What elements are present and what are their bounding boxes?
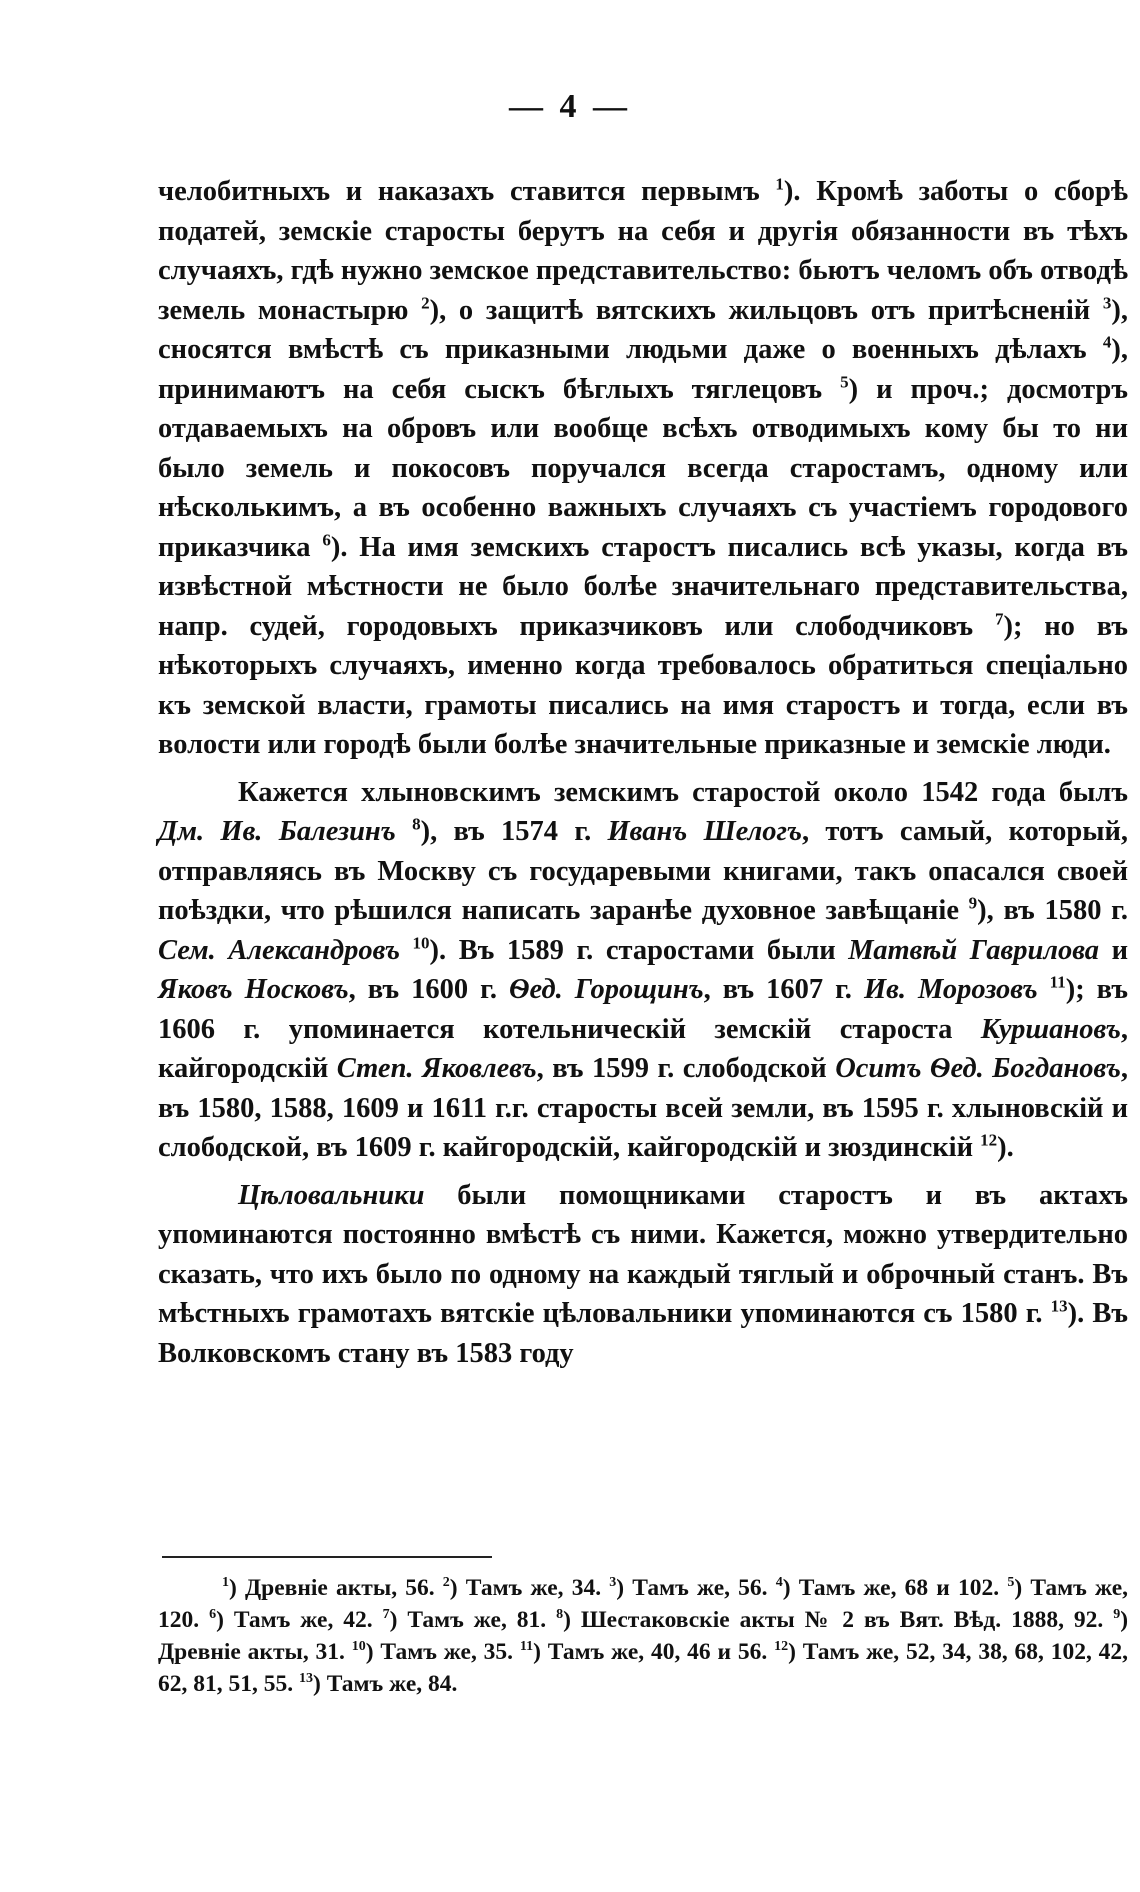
text-run: ). xyxy=(997,1132,1014,1163)
text-run: ), въ 1574 г. xyxy=(420,816,608,847)
footnote-ref: 9 xyxy=(968,893,978,913)
footnote-ref: 13 xyxy=(1050,1296,1068,1316)
footnote-text: Тамъ же, 42. xyxy=(233,1607,373,1633)
footnote-number: 6 xyxy=(209,1607,217,1623)
footnote-ref: 5 xyxy=(840,372,849,391)
text-run: челобитныхъ и наказахъ ставится первымъ xyxy=(158,176,776,207)
italic-name: Оситъ Ѳед. Богдановъ xyxy=(835,1053,1121,1084)
paragraph xyxy=(158,773,1128,1168)
body-text xyxy=(158,172,1128,1373)
footnote-separator xyxy=(162,1556,492,1558)
footnote-number: 7 xyxy=(382,1607,390,1623)
footnote-text: Тамъ же, 40, 46 и 56. xyxy=(547,1639,768,1665)
footnote-ref: 4 xyxy=(1102,332,1112,352)
page-number: — 4 — xyxy=(509,88,631,125)
paragraph xyxy=(158,1176,1128,1374)
footnote-number: 12 xyxy=(774,1639,789,1655)
text-run xyxy=(1038,974,1050,1005)
text-run: ). Кромѣ заботы о сборѣ податей, земскіе старосты берутъ на себя и другія обязанности въ тѣхъ случаяхъ, гдѣ нужно земское представительство: бьютъ челомъ объ отводѣ земель монастырю xyxy=(158,176,1129,326)
text-run: , кайгородскій xyxy=(158,1013,1128,1084)
text-run: ), о защитѣ вятскихъ жильцовъ отъ притѣсненій xyxy=(429,294,1103,326)
footnote-ref: 10 xyxy=(412,933,430,952)
footnote-ref: 6 xyxy=(322,530,331,549)
text-run: , въ 1607 г. xyxy=(703,974,864,1005)
footnote-ref: 7 xyxy=(994,609,1004,628)
footnote-number: 1 xyxy=(222,1575,229,1591)
footnote-number: 11 xyxy=(519,1639,534,1655)
footnote-text: Древніе акты, 56. xyxy=(245,1575,435,1601)
footnote-number: 13 xyxy=(299,1671,313,1687)
footnotes xyxy=(158,1572,1128,1700)
footnote-text: Тамъ же, 52, 34, 38, 68, 102, 42, 62, 81, 51, 55. xyxy=(158,1639,1129,1697)
text-run: ), сносятся вмѣстѣ съ приказными людьми даже о военныхъ дѣлахъ xyxy=(158,294,1128,365)
text-run: ); въ 1606 г. упоминается котельническій земскій староста xyxy=(158,974,1128,1045)
footnote-ref: 1 xyxy=(775,174,784,194)
text-run: , въ 1599 г. слободской xyxy=(536,1053,836,1084)
footnote-ref: 2 xyxy=(421,293,430,312)
italic-name: Матвѣй Гаврилова xyxy=(848,934,1100,966)
footnote-ref: 8 xyxy=(412,814,421,834)
text-run: , въ 1580, 1588, 1609 и 1611 г.г. старосты всей земли, въ 1595 г. хлыновскій и слободской, въ 1609 г. кайгородскій, кайгородскій и зюздинскій xyxy=(158,1053,1129,1163)
text-run: ); но въ нѣкоторыхъ случаяхъ, именно когда требовалось обратиться спеціально къ земской власти, грамоты писались на имя старостъ и тогда, если въ волости или городѣ были болѣе значительные приказные и земскіе люди. xyxy=(158,610,1128,760)
footnote-number: 4 xyxy=(775,1575,783,1591)
footnote-paragraph: $^1$) Древніе акты, 56. $^2$) Тамъ же, 34. $^3$) Тамъ же, 56. $^4$) Тамъ же, 68 и 102. $^5$) Тамъ же, 120. $^6$) Тамъ же, 42. $^7$) Тамъ же, 81. $^8$) Шестаковскіе акты № 2 въ Вят. Вѣд. 1888, 92. $^9$) Древніе акты, 31. $^{10}$) Тамъ же, 35. $^{11}$) Тамъ же, 40, 46 и 56. $^{12}$) Тамъ же, 52, 34, 38, 68, 102, 42, 62, 81, 51, 55. $^{13}$) Тамъ же, 84. xyxy=(158,1575,1129,1697)
footnote-text: Тамъ же, 120. xyxy=(158,1575,1129,1633)
footnote-text: Древніе акты, 31. xyxy=(158,1639,345,1665)
footnote-text: Тамъ же, 34. xyxy=(465,1575,602,1601)
text-run: ). На имя земскихъ старостъ писались всѣ указы, когда въ извѣстной мѣстности не было болѣе значительнаго представительства, напр. судей, городовыхъ приказчиковъ или слободчиковъ xyxy=(158,531,1128,642)
text-run xyxy=(396,816,412,847)
italic-name: Дм. Ив. Балезинъ xyxy=(158,816,396,847)
italic-name: Ѳед. Горощинъ xyxy=(508,974,704,1005)
italic-name: Куршановъ xyxy=(980,1013,1121,1045)
footnote-number: 10 xyxy=(351,1639,366,1655)
footnote-number: 3 xyxy=(609,1575,617,1591)
text-run: ). Въ 1589 г. старостами были xyxy=(429,934,849,966)
footnote-text: Тамъ же, 35. xyxy=(380,1639,514,1665)
text-run: , тотъ самый, который, отправляясь въ Москву съ государевыми книгами, такъ опасался своей поѣздки, что рѣшился написать заранѣе духовное завѣщаніе xyxy=(158,816,1129,926)
footnote-number: 9 xyxy=(1113,1607,1121,1623)
footnote-text: Тамъ же, 81. xyxy=(407,1607,547,1633)
text-run: ). Въ Волковскомъ стану въ 1583 году xyxy=(158,1298,1128,1369)
footnote-text: Тамъ же, 84. xyxy=(326,1671,458,1697)
paragraph xyxy=(158,172,1128,765)
text-run: ), принимаютъ на себя сыскъ бѣглыхъ тяглецовъ xyxy=(158,334,1128,405)
footnote-text: Тамъ же, 56. xyxy=(632,1575,768,1601)
footnote-ref: 12 xyxy=(980,1130,998,1150)
italic-name: Сем. Александровъ xyxy=(158,934,400,966)
italic-name: Цѣловальники xyxy=(238,1179,425,1211)
text-run: ), въ 1580 г. xyxy=(977,895,1128,926)
italic-name: Ив. Морозовъ xyxy=(863,974,1038,1005)
footnote-text: Тамъ же, 68 и 102. xyxy=(798,1575,1000,1601)
text-run: , въ 1600 г. xyxy=(348,974,509,1005)
text-run: Кажется хлыновскимъ земскимъ старостой около 1542 года былъ xyxy=(238,776,1128,808)
footnote-number: 8 xyxy=(556,1607,564,1623)
italic-name: Яковъ Носковъ xyxy=(158,974,349,1005)
footnote-ref: 3 xyxy=(1102,293,1112,312)
italic-name: Иванъ Шелогъ xyxy=(607,816,803,847)
text-run xyxy=(400,935,413,966)
italic-name: Степ. Яковлевъ xyxy=(336,1053,537,1084)
footnote-number: 2 xyxy=(442,1575,450,1591)
text-run: и xyxy=(1099,934,1129,966)
footnote-text: Шестаковскіе акты № 2 въ Вят. Вѣд. 1888, 92. xyxy=(580,1607,1104,1633)
text-run: были помощниками старостъ и въ актахъ упоминаются постоянно вмѣстѣ съ ними. Кажется, можно утвердительно сказать, что ихъ было по одному на каждый тяглый и оброчный станъ. Въ мѣстныхъ грамотахъ вятскіе цѣловальники упоминаются съ 1580 г. xyxy=(158,1179,1128,1329)
footnote-number: 5 xyxy=(1007,1575,1015,1591)
text-run: ) и проч.; досмотръ отдаваемыхъ на обровъ или вообще всѣхъ отводимыхъ кому бы то ни было земель и покосовъ поручался всегда старостамъ, одному или нѣсколькимъ, а въ особенно важныхъ случаяхъ съ участіемъ городового приказчика xyxy=(158,373,1128,563)
footnote-ref: 11 xyxy=(1049,972,1066,992)
